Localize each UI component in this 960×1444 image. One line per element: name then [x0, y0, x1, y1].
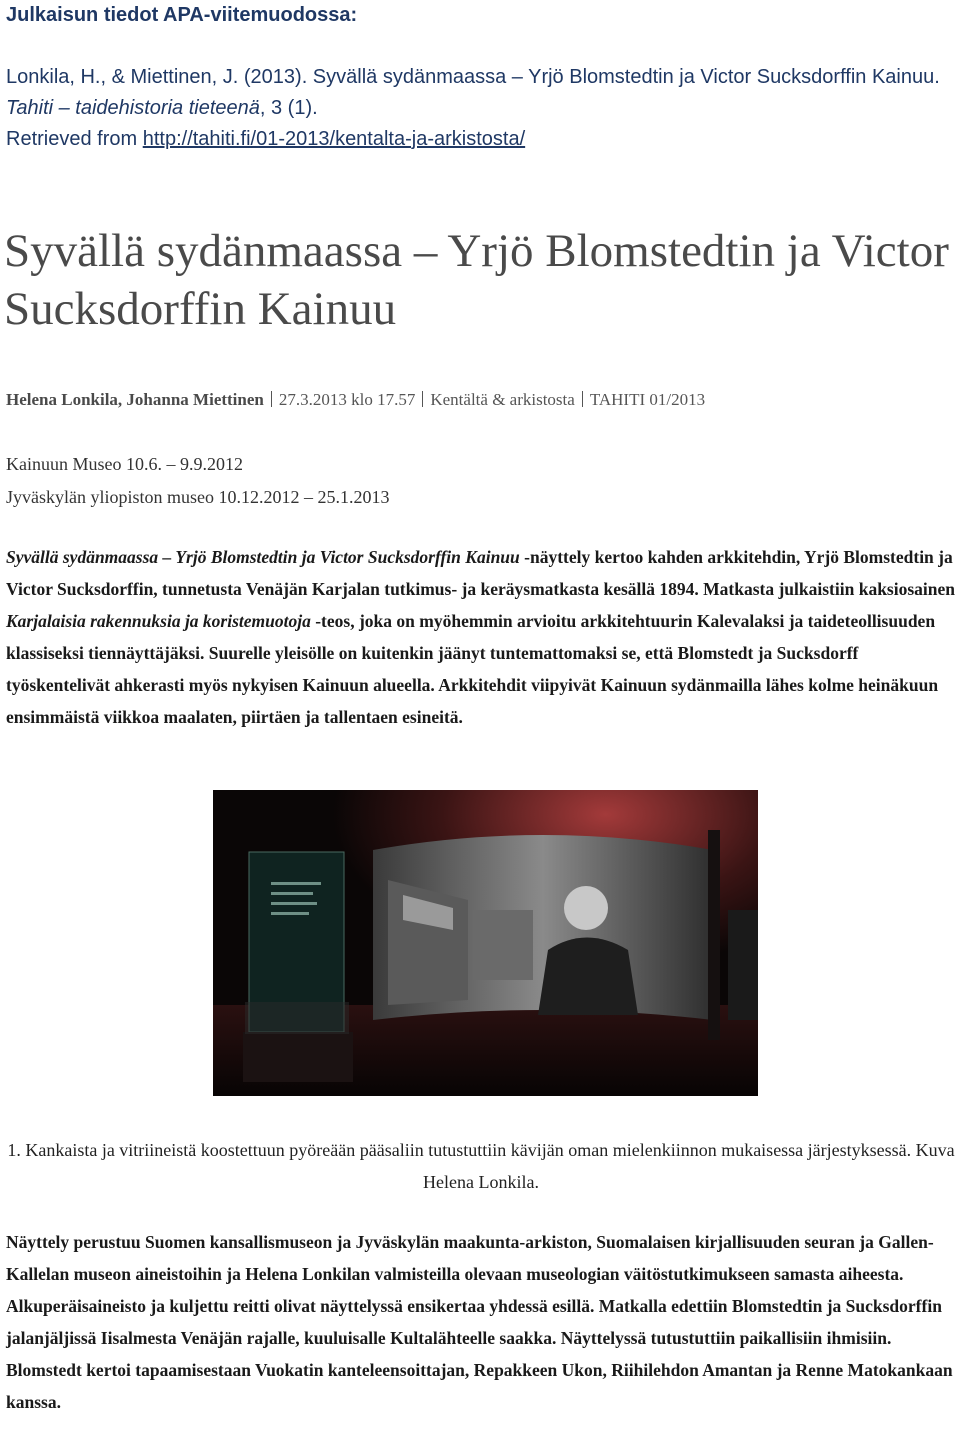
article-date: 27.3.2013 klo 17.57: [278, 390, 416, 409]
citation-url-link[interactable]: http://tahiti.fi/01-2013/kentalta-ja-arkistosta/: [142, 128, 526, 150]
apa-citation: [6, 62, 956, 155]
article-issue[interactable]: TAHITI 01/2013: [589, 390, 706, 409]
exhibition-photo: [213, 790, 758, 1096]
exhibition-title: Syvällä sydänmaassa – Yrjö Blomstedtin ja Victor Sucksdorffin Kainuu: [6, 547, 520, 567]
intro-text-b: -teos, joka on myöhemmin arvioitu arkkitehtuurin Kalevalaksi ja taideteollisuuden klassiseksi tiennäyttäjäksi. Suurelle yleisölle on kuitenkin jäänyt tuntemattomaksi se, että Blomstedt ja Sucksdorff työskentelivät ahkerasti myös nykyisen Kainuun alueella. Arkkitehdit viipyivät Kainuun sydänmailla lähes kolme heinäkuun ensimmäistä viikkoa maalaten, piirtäen ja tallentaen esineitä.: [6, 611, 939, 727]
citation-journal: Tahiti – taidehistoria tieteenä: [6, 97, 260, 119]
intro-paragraph: [6, 541, 958, 733]
exhibition-venues: [6, 448, 390, 514]
citation-issue: , 3 (1).: [259, 97, 318, 119]
photo-caption: 1. Kankaista ja vitriineistä koostettuun pyöreään pääsaliin tutustuttiin kävijän oman mielenkiinnon mukaisessa järjestyksessä. Kuva Helena Lonkila.: [7, 1140, 955, 1192]
exhibition-photo-illustration: [213, 790, 758, 1096]
meta-separator: [271, 391, 272, 407]
intro-text-a: -näyttely kertoo kahden arkkitehdin, Yrjö Blomstedtin ja Victor Sucksdorffin, tunnetusta Venäjän Karjalan tutkimus- ja keräysmatkasta kesällä 1894. Matkasta julkaistiin kaksiosainen: [6, 547, 956, 599]
article-meta: [6, 387, 956, 413]
article-category[interactable]: Kentältä & arkistosta: [430, 390, 575, 409]
citation-text: Lonkila, H., & Miettinen, J. (2013). Syvällä sydänmaassa – Yrjö Blomstedtin ja Victor Sucksdorffin Kainuu.: [6, 66, 940, 88]
article-title: Syvällä sydänmaassa – Yrjö Blomstedtin ja Victor Sucksdorffin Kainuu: [4, 225, 949, 335]
apa-heading: Julkaisun tiedot APA-viitemuodossa:: [6, 4, 358, 26]
work-title: Karjalaisia rakennuksia ja koristemuotoja: [6, 611, 311, 631]
citation-retrieved: Retrieved from: [6, 128, 143, 150]
venue-kainuu: Kainuun Museo 10.6. – 9.9.2012: [6, 454, 243, 474]
body-paragraph: Näyttely perustuu Suomen kansallismuseon ja Jyväskylän maakunta-arkiston, Suomalaisen kirjallisuuden seuran ja Gallen-Kallelan museon aineistoihin ja Helena Lonkilan valmisteilla olevaan museologian väitöstutkimukseen samasta aiheesta. Alkuperäisaineisto ja kuljettu reitti olivat näyttelyssä ensikertaa yhdessä esillä. Matkalla edettiin Blomstedtin ja Sucksdorffin jalanjäljissä Iisalmesta Venäjän rajalle, kuuluisalle Kultalähteelle saakka. Näyttelyssä tutustuttiin paikallisiin ihmisiin. Blomstedt kertoi tapaamisestaan Vuokatin kanteleensoittajan, Repakkeen Ukon, Riihilehdon Amantan ja Renne Matokankaan kanssa.: [6, 1232, 953, 1412]
meta-separator: [582, 391, 583, 407]
venue-jyvaskyla: Jyväskylän yliopiston museo 10.12.2012 – 25.1.2013: [6, 487, 390, 507]
article-authors[interactable]: Helena Lonkila, Johanna Miettinen: [6, 390, 264, 409]
meta-separator: [422, 391, 423, 407]
